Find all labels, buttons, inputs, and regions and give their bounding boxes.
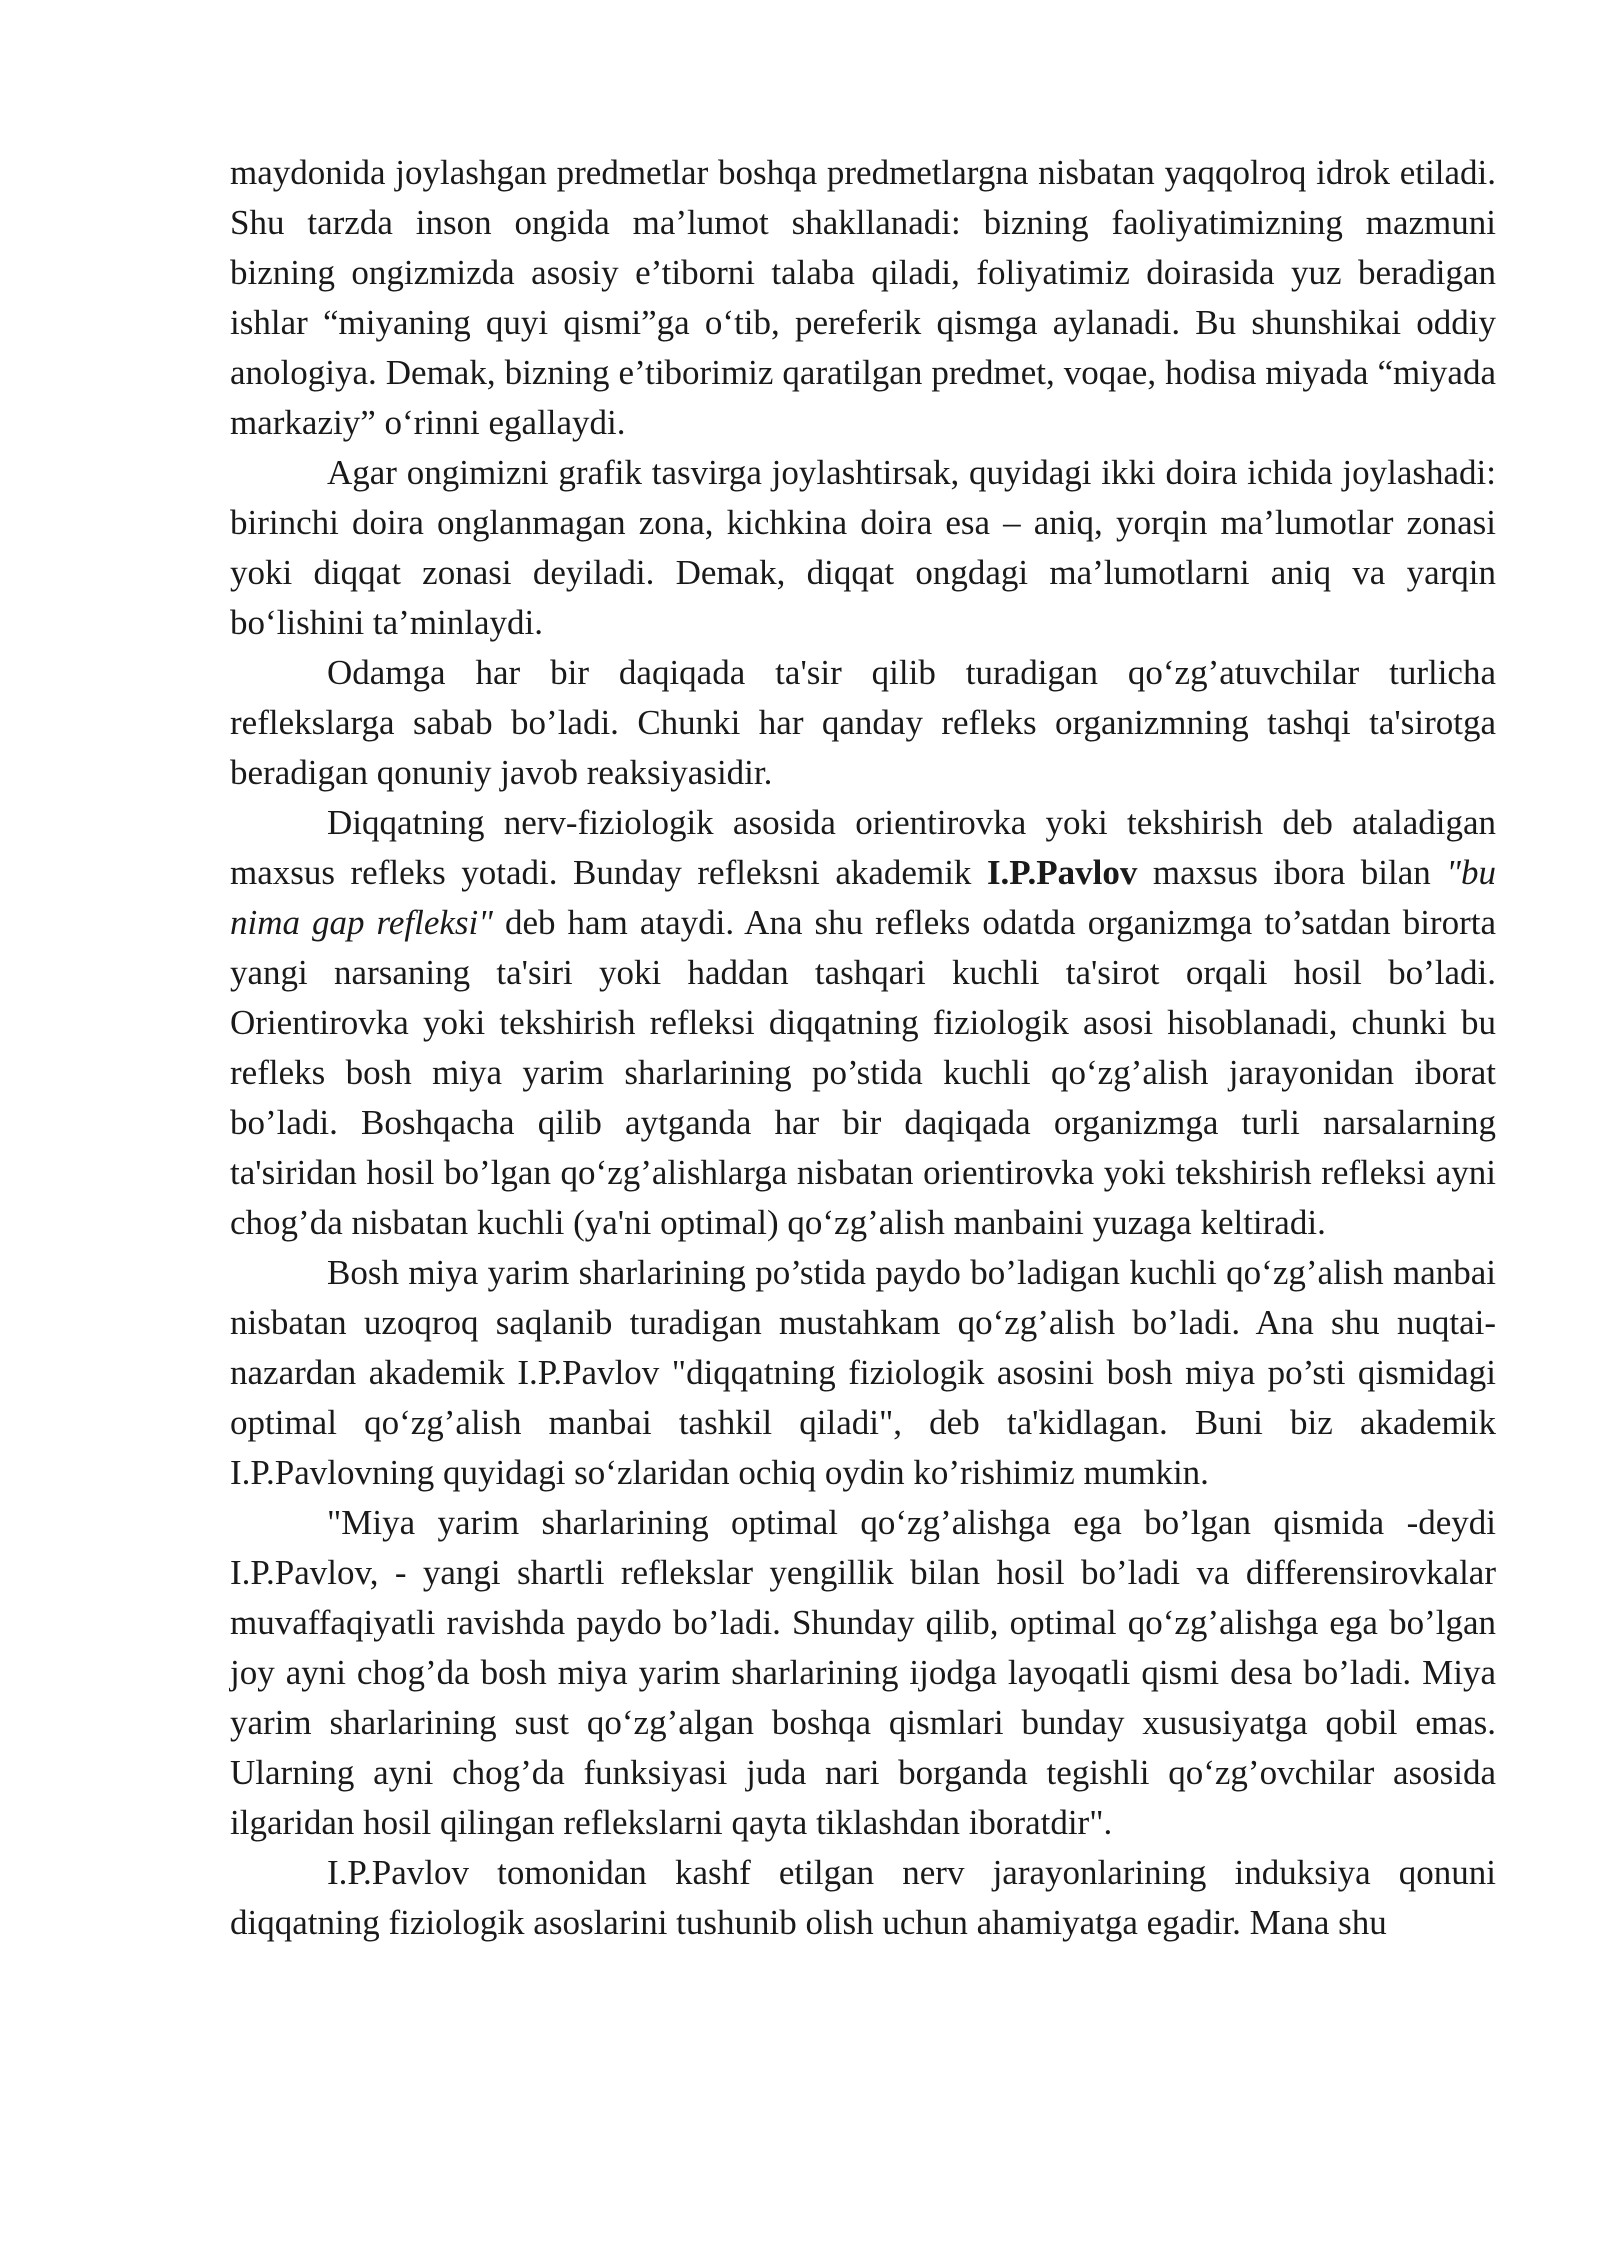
paragraph-3: Odamga har bir daqiqada ta'sir qilib turadigan qo‘zg’atuvchilar turlicha reflekslarga sabab bo’ladi. Chunki har qanday refleks organizmning tashqi ta'sirotga beradigan qonuniy javob reaksiyasidir. xyxy=(230,653,1496,792)
paragraph-4-text-b: maxsus ibora bilan xyxy=(1137,853,1447,892)
paragraph-4-bold-name: I.P.Pavlov xyxy=(986,853,1138,892)
paragraph-7: I.P.Pavlov tomonidan kashf etilgan nerv jarayonlarining induksiya qonuni diqqatning fiziologik asoslarini tushunib olish uchun ahamiyatga egadir. Mana shu xyxy=(230,1853,1496,1942)
paragraph-1: maydonida joylashgan predmetlar boshqa predmetlargna nisbatan yaqqolroq idrok etiladi. Shu tarzda inson ongida ma’lumot shakllanadi: bizning faoliyatimizning mazmuni bizning ongizmizda asosiy e’tiborni talaba qiladi, foliyatimiz doirasida yuz beradigan ishlar “miyaning quyi qismi”ga o‘tib, pereferik qismga aylanadi. Bu shunshikai oddiy anologiya. Demak, bizning e’tiborimiz qaratilgan predmet, voqae, hodisa miyada “miyada markaziy” o‘rinni egallaydi. xyxy=(230,153,1496,442)
document-page xyxy=(230,148,1496,1948)
paragraph-4-text-a: Diqqatning nerv-fiziologik asosida orientirovka yoki tekshirish deb ataladigan maxsus refleks yotadi. Bunday refleksni akademik xyxy=(230,803,1496,892)
paragraph-2: Agar ongimizni grafik tasvirga joylashtirsak, quyidagi ikki doira ichida joylashadi: birinchi doira onglanmagan zona, kichkina doira esa – aniq, yorqin ma’lumotlar zonasi yoki diqqat zonasi deyiladi. Demak, diqqat ongdagi ma’lumotlarni aniq va yarqin bo‘lishini ta’minlaydi. xyxy=(230,453,1496,642)
paragraph-5: Bosh miya yarim sharlarining po’stida paydo bo’ladigan kuchli qo‘zg’alish manbai nisbatan uzoqroq saqlanib turadigan mustahkam qo‘zg’alish bo’ladi. Ana shu nuqtai- nazardan akademik I.P.Pavlov "diqqatning fiziologik asosini bosh miya po’sti qismidagi optimal qo‘zg’alish manbai tashkil qiladi", deb ta'kidlagan. Buni biz akademik I.P.Pavlovning quyidagi so‘zlaridan ochiq oydin ko’rishimiz mumkin. xyxy=(230,1253,1496,1492)
paragraph-4 xyxy=(230,798,1496,1248)
paragraph-4-text-c: deb ham ataydi. Ana shu refleks odatda organizmga to’satdan birorta yangi narsaning ta'siri yoki haddan tashqari kuchli ta'sirot orqali hosil bo’ladi. Orientirovka yoki tekshirish refleksi diqqatning fiziologik asosi hisoblanadi, chunki bu refleks bosh miya yarim sharlarining po’stida kuchli qo‘zg’alish jarayonidan iborat bo’ladi. Boshqacha qilib aytganda har bir daqiqada organizmga turli narsalarning ta'siridan hosil bo’lgan qo‘zg’alishlarga nisbatan orientirovka yoki tekshirish refleksi ayni chog’da nisbatan kuchli (ya'ni optimal) qo‘zg’alish manbaini yuzaga keltiradi. xyxy=(230,903,1497,1242)
paragraph-6: "Miya yarim sharlarining optimal qo‘zg’alishga ega bo’lgan qismida -deydi I.P.Pavlov, - yangi shartli reflekslar yengillik bilan hosil bo’ladi va differensirovkalar muvaffaqiyatli ravishda paydo bo’ladi. Shunday qilib, optimal qo‘zg’alishga ega bo’lgan joy ayni chog’da bosh miya yarim sharlarining ijodga layoqatli qismi desa bo’ladi. Miya yarim sharlarining sust qo‘zg’algan boshqa qismlari bunday xususiyatga qobil emas. Ularning ayni chog’da funksiyasi juda nari borganda tegishli qo‘zg’ovchilar asosida ilgaridan hosil qilingan reflekslarni qayta tiklashdan iboratdir". xyxy=(230,1503,1496,1842)
paragraph-4-italic-phrase: "bu nima gap refleksi" xyxy=(230,853,1496,942)
